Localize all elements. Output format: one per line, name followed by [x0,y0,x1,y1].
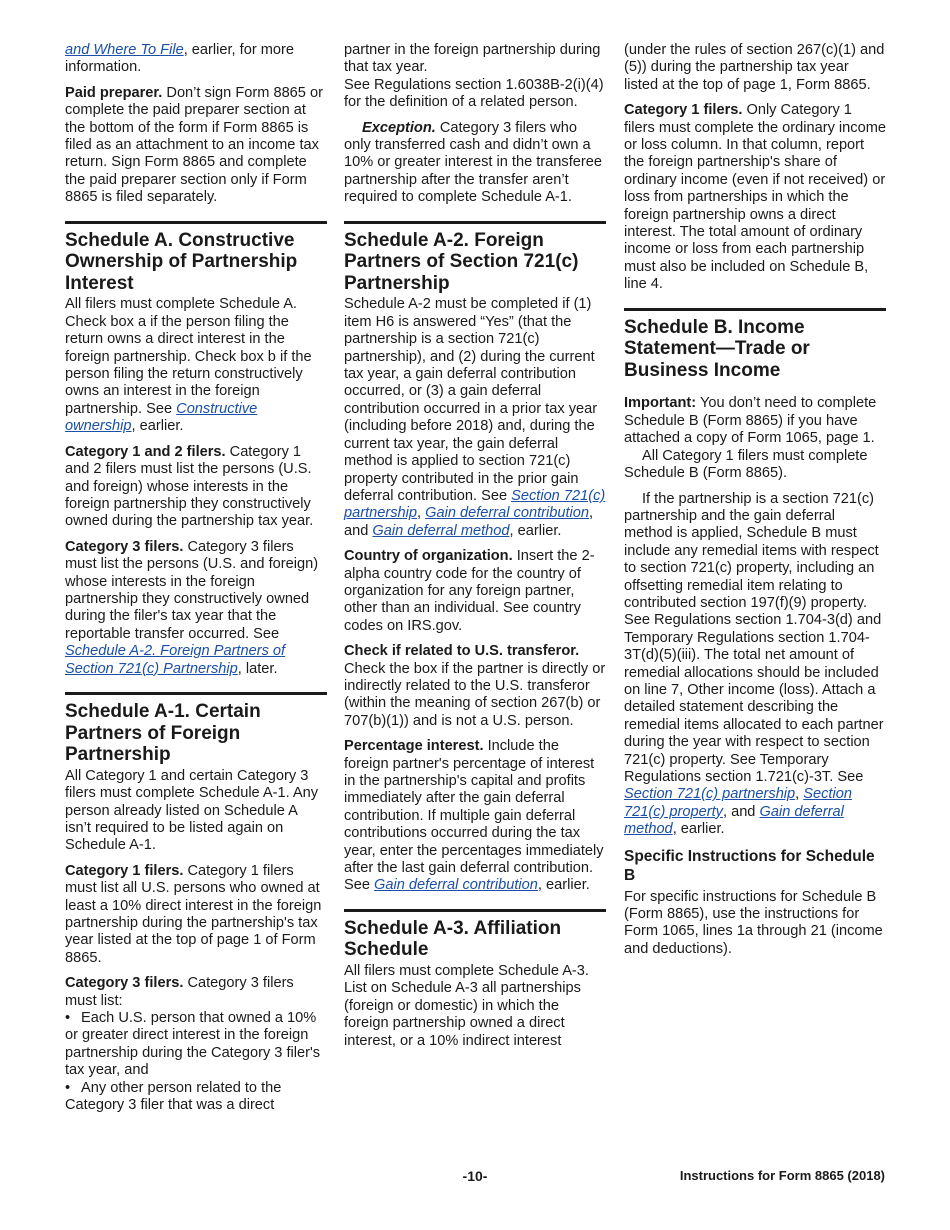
column-2 [344,42,606,1058]
gain-deferral-contribution-link-2[interactable]: Gain deferral contribution [374,877,538,894]
section-721c-property-link[interactable]: Section 721(c) property [624,786,852,820]
schedule-b-heading: Schedule B. Income Statement—Trade or Business Income [624,316,810,381]
column-3 [624,42,886,966]
percentage-interest-paragraph: Percentage interest. Include the foreign partner's percentage of interest in the partnership's capital and profits immediately after the gain deferral contribution. If multiple gain deferral contributions occurred during the tax year, enter the percentages immediately after the last gain deferral contribution. See Gain deferral contribution, earlier. [344,738,604,894]
column-1 [65,42,327,1114]
regulations-paragraph: See Regulations section 1.6038B-2(i)(4) for the definition of a related person. [344,76,604,111]
schedule-a2-section [344,221,606,895]
schedule-a-heading: Schedule A. Constructive Ownership of Partnership Interest [65,229,298,294]
all-category-1-paragraph: All Category 1 filers must complete Schedule B (Form 8865). [624,447,868,482]
continuation-paragraph: (under the rules of section 267(c)(1) and (5)) during the partnership tax year listed at the top of page 1, Form 8865. [624,42,885,93]
list-item: • Any other person related to the Category 3 filer that was a direct [65,1079,282,1114]
footer-title: Instructions for Form 8865 (2018) [679,1168,885,1183]
schedule-a2-heading: Schedule A-2. Foreign Partners of Section 721(c) Partnership [344,229,579,294]
country-of-organization-paragraph: Country of organization. Insert the 2-alpha country code for the country of organization for any foreign partner, other than an individual. See country codes on IRS.gov. [344,548,595,634]
schedule-a1-paragraph: All Category 1 and certain Category 3 filers must complete Schedule A-1. Any person already listed on Schedule A isn’t required to be listed again on Schedule A-1. [65,767,319,854]
paid-preparer-lead: Paid preparer. [65,84,163,101]
gain-deferral-method-link[interactable]: Gain deferral method [372,522,510,539]
schedule-a2-link[interactable]: Schedule A-2. Foreign Partners of Section 721(c) Partnership [65,643,286,677]
paid-preparer-paragraph: Paid preparer. Don’t sign Form 8865 or complete the paid preparer section at the bottom of the form if Form 8865 is filed as an attachment to an income tax return. Sign Form 8865 and complete the paid preparer section only if Form 8865 is filed separately. [65,84,323,206]
continuation-paragraph: partner in the foreign partnership during that tax year. [344,42,601,76]
schedule-a-paragraph: All filers must complete Schedule A. Check box a if the person filing the return owns a direct interest in the foreign partnership. Check box b if the person filing the return constructively owns an interest in the foreign partnership. See Constructive ownership, earlier. [65,296,312,435]
gain-deferral-contribution-link[interactable]: Gain deferral contribution [425,505,589,522]
a1-category-1-paragraph: Category 1 filers. Category 1 filers must list all U.S. persons who owned at least a 10% direct interest in the foreign partnership during the partnership's tax year listed at the top of page 1 of Form 8865. [65,862,322,966]
list-item: • Each U.S. person that owned a 10% or greater direct interest in the foreign partnership during the Category 3 filer's tax year, and [65,1010,321,1079]
specific-instructions-paragraph: For specific instructions for Schedule B (Form 8865), use the instructions for Form 1065, lines 1a through 21 (income and deductions). [624,888,883,957]
intro-paragraph: and Where To File, earlier, for more information. [65,42,295,76]
schedule-a3-paragraph: All filers must complete Schedule A-3. List on Schedule A-3 all partnerships (foreign or domestic) in which the foreign partnership owned a direct interest, or a 10% indirect interest [344,963,589,1049]
a3-category-1-paragraph: Category 1 filers. Only Category 1 filers must complete the ordinary income or loss column. In that column, report the foreign partnership's share of ordinary income (even if not received) or loss from partnerships in which the foreign partnership owns a direct interest. The total amount of ordinary income or loss from each partnership must also be included on Schedule B, line 4. [624,102,886,293]
important-paragraph: Important: You don’t need to complete Schedule B (Form 8865) if you have attached a copy of Form 1065, page 1. [624,395,877,447]
schedule-b-section [624,308,886,959]
section-721c-remedial-paragraph: If the partnership is a section 721(c) partnership and the gain deferral method is applied, Schedule B must include any remedial items with respect to section 721(c) property, including an offsetting remedial item relating to contributed section 197(f)(9) property. See Regulations section 1.704-3(d) and Temporary Regulations section 1.704-3T(d)(5)(iii). The total net amount of remedial allocations should be included on line 7, Other income (loss). Attach a detailed statement describing the remedial items allocated to each partner during the year with respect to section 721(c) property. See Temporary Regulations section 1.721(c)-3T. See Section 721(c) partnership, Section 721(c) property, and Gain deferral method, earlier. [624,490,884,838]
where-to-file-link[interactable]: and Where To File [65,42,184,58]
related-transferor-paragraph: Check if related to U.S. transferor. Check the box if the partner is directly or indirectly related to the U.S. transferor (within the meaning of section 267(b) or 707(b)(1)) and is not a U.S. person. [344,643,606,729]
schedule-a3-heading: Schedule A-3. Affiliation Schedule [344,917,562,961]
bullet-icon: • [65,1079,71,1096]
schedule-a1-heading: Schedule A-1. Certain Partners of Foreign Partnership [65,700,261,766]
schedule-a2-paragraph: Schedule A-2 must be completed if (1) item H6 is answered “Yes” (that the partnership is a section 721(c) partnership), and (2) during the current tax year, a gain deferral contribution occurred, or (3) a gain deferral contribution occurred in a prior tax year (including before 2018) and, during the current tax year, the gain deferral method is applied to section 721(c) property contributed in the prior gain deferral contribution. See Section 721(c) partnership, Gain deferral contribution, and Gain deferral method, earlier. [344,296,606,539]
category-3-paragraph: Category 3 filers. Category 3 filers must list the persons (U.S. and foreign) whose interests in the foreign partnership they constructively owned during the filer's tax year that the reportable transfer occurred. See Schedule A-2. Foreign Partners of Section 721(c) Partnership, later. [65,538,319,677]
a1-category-3-paragraph: Category 3 filers. Category 3 filers must list: [65,975,294,1009]
page-number: -10- [462,1168,488,1184]
section-721c-partnership-link-2[interactable]: Section 721(c) partnership [624,786,796,803]
schedule-a1-section [65,692,327,1115]
section-721c-partnership-link[interactable]: Section 721(c) partnership [344,487,606,522]
constructive-ownership-link[interactable]: Constructive ownership [65,400,258,435]
exception-paragraph: Exception. Category 3 filers who only transferred cash and didn’t own a 10% or greater interest in the transferee partnership after the transfer aren’t required to complete Schedule A-1. [344,119,602,206]
gain-deferral-method-link-2[interactable]: Gain deferral method [624,803,844,838]
schedule-a-section [65,221,327,678]
schedule-a3-section [344,909,606,1050]
specific-instructions-heading: Specific Instructions for Schedule B [624,847,875,884]
category-1-2-paragraph: Category 1 and 2 filers. Category 1 and 2 filers must list the persons (U.S. and foreign) whose interests in the foreign partnership they constructively owned during the partnership tax year. [65,443,314,530]
bullet-icon: • [65,1010,71,1027]
